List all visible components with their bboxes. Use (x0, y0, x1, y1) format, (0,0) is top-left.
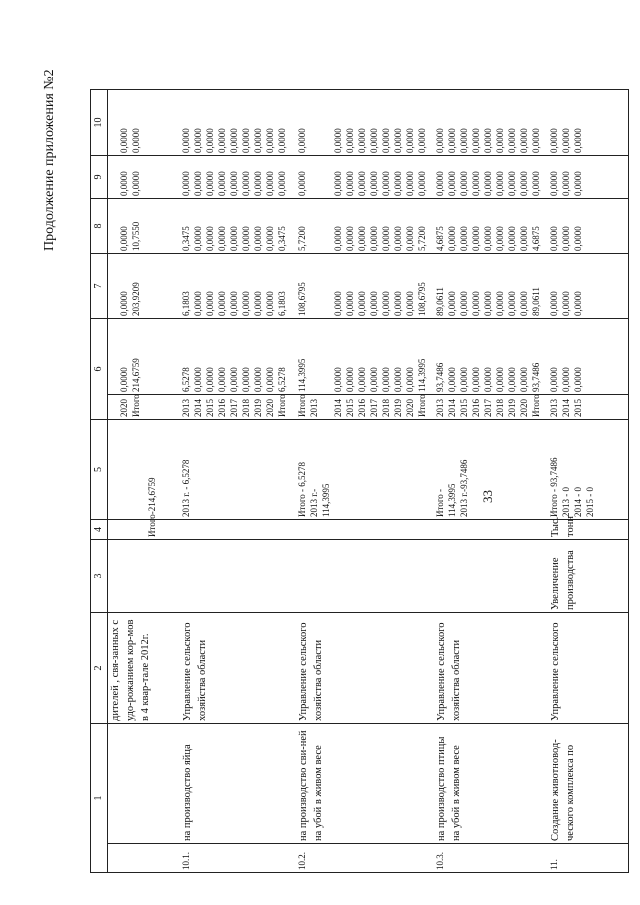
section-federal-value: 0,0000 (405, 291, 415, 316)
column-number-row (91, 90, 108, 873)
section-local-value: 0,0000 (447, 171, 457, 196)
continued-federal-value: 0,0000 (119, 291, 129, 316)
section-other-value: 0,0000 (393, 128, 403, 153)
section-federal-value: 0,0000 (193, 291, 203, 316)
section-year-value: Итого (297, 394, 307, 417)
section-measure-name: на производство птицы на убой в живом весе (436, 736, 462, 841)
section-federal-value: 0,0000 (217, 291, 227, 316)
executor-column (108, 613, 628, 723)
continued-other-value: 0,0000 (119, 128, 129, 153)
section-other-value: 0,0000 (495, 128, 505, 153)
section-year-value: 2013 (435, 399, 445, 417)
section-federal-value (320, 256, 332, 316)
section-other-value: 0,0000 (573, 128, 583, 153)
continued-other-value: 0,0000 (131, 128, 141, 153)
section-total-funding (180, 321, 288, 392)
section-other-value: 0,0000 (277, 128, 287, 153)
section-regional-value: 0,0000 (561, 226, 571, 251)
section-total-funding-value: 0,0000 (471, 367, 481, 392)
section-federal-value: 0,0000 (495, 291, 505, 316)
section-year (434, 394, 542, 417)
section-year (180, 394, 288, 417)
section-federal-value: 0,0000 (507, 291, 517, 316)
section-federal-value: 0,0000 (549, 291, 559, 316)
budget-table (90, 89, 629, 873)
col-number-6: 6 (91, 319, 108, 420)
section-total-funding-value: 6,5278 (277, 367, 287, 392)
section-federal-value: 0,0000 (471, 291, 481, 316)
section-total-funding-value: 0,0000 (333, 367, 343, 392)
section-regional (434, 201, 542, 251)
section-year-value: 2017 (483, 399, 493, 417)
year-column (108, 395, 628, 419)
section-federal-value: 0,0000 (357, 291, 367, 316)
section-year-value: 2019 (253, 399, 263, 417)
section-year-value: 2013 (181, 399, 191, 417)
section-year-value: 2018 (241, 399, 251, 417)
section-year-value: 2016 (357, 399, 367, 417)
section-indicator-value: Итого - 93,7486 (549, 457, 559, 517)
section-regional-value: 0,0000 (519, 226, 529, 251)
section-regional-value: 0,0000 (381, 226, 391, 251)
section-federal-value: 108,6795 (417, 282, 427, 316)
section-local-value: 0,0000 (333, 171, 343, 196)
section-local-value: 0,0000 (417, 171, 427, 196)
section-total-funding-value: 114,3995 (417, 358, 427, 392)
section-total-funding-value: 0,0000 (265, 367, 275, 392)
section-total-funding-value (320, 321, 332, 392)
section-federal-value: 0,0000 (393, 291, 403, 316)
section-other-value: 0,0000 (435, 128, 445, 153)
continued-regional (118, 201, 142, 251)
section-year-value: Итого (277, 394, 287, 417)
section-regional-value: 4,6875 (435, 226, 445, 251)
col-number-2: 2 (91, 613, 108, 724)
continued-federal-value: 203,9209 (131, 282, 141, 316)
section-year-value: 2014 (333, 399, 343, 417)
section-other-value (320, 92, 332, 153)
section-local-value: 0,0000 (265, 171, 275, 196)
section-number: 10.1. (181, 852, 191, 870)
section-federal-value: 6,1803 (181, 291, 191, 316)
section-indicator-value: Итого - (435, 488, 445, 517)
section-local (180, 158, 288, 196)
section-year (296, 394, 428, 417)
section-other-value: 0,0000 (205, 128, 215, 153)
section-federal-value: 108,6795 (297, 282, 307, 316)
section-year-value: 2020 (265, 399, 275, 417)
section-local-value (308, 158, 320, 196)
section-federal (180, 256, 288, 316)
section-regional-value: 0,0000 (205, 226, 215, 251)
col-number-3: 3 (91, 540, 108, 613)
section-total-funding-value: 0,0000 (459, 367, 469, 392)
section-other-value (308, 92, 320, 153)
section-total-funding-value: 0,0000 (405, 367, 415, 392)
section-other-value: 0,0000 (181, 128, 191, 153)
expected-result-column (108, 540, 628, 612)
section-regional-value: 0,0000 (241, 226, 251, 251)
section-number: 11. (549, 859, 559, 870)
measure-name-column (108, 724, 628, 843)
section-other-value: 0,0000 (297, 128, 307, 153)
section-total-funding-value: 0,0000 (393, 367, 403, 392)
section-local-value: 0,0000 (495, 171, 505, 196)
section-measure-name: на производство сви-ней на убой в живом весе (298, 730, 324, 841)
section-total-funding-value: 0,0000 (193, 367, 203, 392)
section-federal-value: 0,0000 (459, 291, 469, 316)
section-year-value: 2017 (229, 399, 239, 417)
section-federal (434, 256, 542, 316)
section-indicator-value: 2013 г.- (309, 488, 319, 517)
section-indicator-value: 2013 г. - 6,5278 (181, 459, 191, 517)
section-federal-value: 0,0000 (573, 291, 583, 316)
section-total-funding-value: 0,0000 (495, 367, 505, 392)
section-indicator (434, 422, 470, 517)
section-year-value: 2016 (471, 399, 481, 417)
local-budget-column (108, 156, 628, 198)
section-indicator (296, 422, 332, 517)
section-local-value: 0,0000 (229, 171, 239, 196)
section-local-value: 0,0000 (459, 171, 469, 196)
section-local (434, 158, 542, 196)
continued-executor-text: дителей , свя-занных с удо-рожанием кор-мов в 4 квар-тале 2012г. (110, 619, 151, 721)
section-regional-value: 0,0000 (447, 226, 457, 251)
section-regional-value: 0,0000 (229, 226, 239, 251)
section-regional-value: 0,0000 (495, 226, 505, 251)
section-indicator-value: 114,3995 (321, 483, 331, 517)
section-federal-value: 0,0000 (483, 291, 493, 316)
section-year-value: 2018 (495, 399, 505, 417)
section-other-value: 0,0000 (369, 128, 379, 153)
section-local-value: 0,0000 (241, 171, 251, 196)
section-executor: Управление сельского (550, 622, 561, 721)
section-local-value (320, 158, 332, 196)
section-total-funding-value: 0,0000 (369, 367, 379, 392)
section-federal-value: 0,0000 (229, 291, 239, 316)
section-other-value: 0,0000 (229, 128, 239, 153)
section-year-value: 2015 (459, 399, 469, 417)
section-federal-value: 0,0000 (345, 291, 355, 316)
page-number: 33 (480, 490, 495, 503)
col-number-1: 1 (91, 724, 108, 873)
section-executor: Управление сельского хозяйства области (298, 622, 324, 721)
row-number-column (108, 844, 628, 872)
section-total-funding-value: 0,0000 (483, 367, 493, 392)
section-total-funding-value: 0,0000 (561, 367, 571, 392)
section-regional-value: 0,3475 (277, 226, 287, 251)
section-other-value: 0,0000 (357, 128, 367, 153)
section-other-value: 0,0000 (483, 128, 493, 153)
section-other (296, 92, 428, 153)
section-year-value: 2019 (393, 399, 403, 417)
section-year-value: 2019 (507, 399, 517, 417)
section-total-funding (548, 321, 584, 392)
continued-total-funding (118, 321, 142, 392)
indicator-column (108, 420, 628, 519)
section-total-funding-value: 0,0000 (357, 367, 367, 392)
section-year-value: 2014 (447, 399, 457, 417)
section-other-value: 0,0000 (471, 128, 481, 153)
section-indicator-value: 2013 г.-93,7486 (459, 459, 469, 517)
section-other-value: 0,0000 (241, 128, 251, 153)
section-year-value: 2013 (549, 399, 559, 417)
section-other-value: 0,0000 (549, 128, 559, 153)
section-year-value: 2020 (405, 399, 415, 417)
continued-total-value: Итого-214,6759 (147, 477, 157, 537)
section-regional-value: 0,0000 (573, 226, 583, 251)
continued-local-value: 0,0000 (131, 171, 141, 196)
section-total-funding-value: 0,0000 (507, 367, 517, 392)
section-total-funding-value: 0,0000 (253, 367, 263, 392)
section-other-value: 0,0000 (345, 128, 355, 153)
continued-regional-value: 0,0000 (119, 226, 129, 251)
section-total-funding-value: 0,0000 (229, 367, 239, 392)
section-other-value: 0,0000 (507, 128, 517, 153)
col-number-9: 9 (91, 156, 108, 199)
section-indicator-value: 114,3995 (447, 483, 457, 517)
section-local-value: 0,0000 (345, 171, 355, 196)
section-federal-value: 89,0611 (531, 287, 541, 316)
section-regional-value: 0,0000 (405, 226, 415, 251)
section-regional-value: 0,0000 (507, 226, 517, 251)
section-regional-value: 0,0000 (393, 226, 403, 251)
section-local-value: 0,0000 (369, 171, 379, 196)
section-year-value: 2015 (573, 399, 583, 417)
section-local (548, 158, 584, 196)
section-regional-value: 5,7200 (297, 226, 307, 251)
section-regional-value: 0,0000 (193, 226, 203, 251)
section-year-value: 2018 (381, 399, 391, 417)
section-other-value: 0,0000 (265, 128, 275, 153)
section-executor: Управление сельского хозяйства области (182, 622, 208, 721)
section-other-value: 0,0000 (561, 128, 571, 153)
section-regional-value: 4,6875 (531, 226, 541, 251)
section-year-value: Итого (417, 394, 427, 417)
section-regional-value: 0,0000 (265, 226, 275, 251)
section-year-value: Итого (531, 394, 541, 417)
section-total-funding-value: 0,0000 (381, 367, 391, 392)
section-federal-value: 0,0000 (265, 291, 275, 316)
section-other (548, 92, 584, 153)
section-regional-value: 5,7200 (417, 226, 427, 251)
section-year (548, 397, 584, 417)
section-total-funding-value: 0,0000 (519, 367, 529, 392)
section-regional-value: 0,0000 (357, 226, 367, 251)
section-local-value: 0,0000 (435, 171, 445, 196)
continued-federal (118, 256, 142, 316)
section-local-value: 0,0000 (277, 171, 287, 196)
continued-year-value: 2020 (119, 399, 129, 417)
col-number-4: 4 (91, 520, 108, 540)
continued-local-value: 0,0000 (119, 171, 129, 196)
regional-budget-column (108, 199, 628, 253)
section-regional-value: 0,0000 (369, 226, 379, 251)
section-local-value: 0,0000 (561, 171, 571, 196)
section-local-value: 0,0000 (193, 171, 203, 196)
other-sources-column (108, 90, 628, 155)
section-local-value: 0,0000 (393, 171, 403, 196)
section-regional-value: 0,0000 (549, 226, 559, 251)
continued-local (118, 158, 142, 196)
section-year-value: 2016 (217, 399, 227, 417)
section-federal-value: 0,0000 (369, 291, 379, 316)
section-local-value: 0,0000 (297, 171, 307, 196)
section-total-funding-value: 0,0000 (573, 367, 583, 392)
section-other-value: 0,0000 (459, 128, 469, 153)
section-year-value: 2014 (561, 399, 571, 417)
section-total-funding-value: 0,0000 (241, 367, 251, 392)
section-local-value: 0,0000 (357, 171, 367, 196)
section-local-value: 0,0000 (519, 171, 529, 196)
section-local-value: 0,0000 (483, 171, 493, 196)
table-body-row (108, 90, 629, 873)
section-total-funding-value: 0,0000 (549, 367, 559, 392)
section-local-value: 0,0000 (205, 171, 215, 196)
section-indicator (180, 422, 192, 517)
section-federal-value: 0,0000 (519, 291, 529, 316)
section-local-value: 0,0000 (253, 171, 263, 196)
section-year-value: 2015 (345, 399, 355, 417)
section-other-value: 0,0000 (519, 128, 529, 153)
section-federal-value: 0,0000 (333, 291, 343, 316)
appendix-title: Продолжение приложения №2 (42, 69, 57, 251)
section-total-funding-value: 0,0000 (447, 367, 457, 392)
section-regional-value: 0,0000 (471, 226, 481, 251)
section-federal-value (308, 256, 320, 316)
section-year-value: 2020 (519, 399, 529, 417)
section-indicator-value: 2013 - 0 (561, 487, 571, 517)
section-year-value (320, 397, 332, 417)
section-measure-name: на производство яйца (182, 744, 193, 841)
section-indicator-value: Итого - 6,5278 (297, 461, 307, 517)
section-federal (296, 256, 428, 316)
section-executor: Управление сельского хозяйства области (436, 622, 462, 721)
section-federal-value: 0,0000 (205, 291, 215, 316)
section-year-value: 2015 (205, 399, 215, 417)
section-regional-value: 0,0000 (333, 226, 343, 251)
section-other-value: 0,0000 (193, 128, 203, 153)
section-total-funding-value: 0,0000 (205, 367, 215, 392)
section-total-funding-value (308, 321, 320, 392)
section-year-value: 2017 (369, 399, 379, 417)
section-local-value: 0,0000 (573, 171, 583, 196)
section-federal-value: 0,0000 (253, 291, 263, 316)
section-total-funding-value: 93,7486 (435, 362, 445, 392)
section-year-value: 2014 (193, 399, 203, 417)
section-regional-value: 0,3475 (181, 226, 191, 251)
continued-year (118, 394, 142, 417)
section-local (296, 158, 428, 196)
section-regional-value (308, 201, 320, 251)
section-federal-value: 6,1803 (277, 291, 287, 316)
section-local-value: 0,0000 (507, 171, 517, 196)
section-total-funding-value: 0,0000 (217, 367, 227, 392)
section-federal (548, 256, 584, 316)
section-regional (296, 201, 428, 251)
section-other-value: 0,0000 (417, 128, 427, 153)
section-year-value: 2013 (309, 399, 319, 417)
section-total-funding (296, 321, 428, 392)
section-number: 10.3. (435, 852, 445, 870)
section-total-funding (434, 321, 542, 392)
section-regional (180, 201, 288, 251)
section-other (434, 92, 542, 153)
continued-total-funding-value: 214,6759 (131, 358, 141, 392)
section-other-value: 0,0000 (333, 128, 343, 153)
section-total-funding-value: 0,0000 (345, 367, 355, 392)
section-local-value: 0,0000 (217, 171, 227, 196)
col-number-8: 8 (91, 199, 108, 254)
section-regional-value: 0,0000 (217, 226, 227, 251)
federal-budget-column (108, 254, 628, 318)
section-regional (548, 201, 584, 251)
section-regional-value: 0,0000 (253, 226, 263, 251)
section-local-value: 0,0000 (381, 171, 391, 196)
section-other-value: 0,0000 (531, 128, 541, 153)
continued-total-funding-value: 0,0000 (119, 367, 129, 392)
section-local-value: 0,0000 (549, 171, 559, 196)
section-indicator-value: 2015 - 0 (585, 487, 595, 517)
section-regional-value: 0,0000 (483, 226, 493, 251)
section-regional-value: 0,0000 (459, 226, 469, 251)
section-other-value: 0,0000 (381, 128, 391, 153)
section-federal-value: 89,0611 (435, 287, 445, 316)
section-federal-value: 0,0000 (241, 291, 251, 316)
section-federal-value: 0,0000 (381, 291, 391, 316)
section-regional-value (320, 201, 332, 251)
section-regional-value: 0,0000 (345, 226, 355, 251)
continued-year-value: Итого (131, 394, 141, 417)
col-number-5: 5 (91, 420, 108, 520)
section-number: 10.2. (297, 852, 307, 870)
section-expected-result: Увеличение производства (550, 550, 576, 610)
section-local-value: 0,0000 (181, 171, 191, 196)
section-total-funding-value: 6,5278 (181, 367, 191, 392)
section-federal-value: 0,0000 (561, 291, 571, 316)
section-federal-value: 0,0000 (447, 291, 457, 316)
section-indicator-value: 2014 - 0 (573, 487, 583, 517)
section-total-funding-value: 93,7486 (531, 362, 541, 392)
section-other (180, 92, 288, 153)
total-funding-column (108, 319, 628, 394)
section-indicator (548, 422, 596, 517)
continued-other (118, 92, 142, 153)
section-total-funding-value: 114,3995 (297, 358, 307, 392)
section-local-value: 0,0000 (531, 171, 541, 196)
section-other-value: 0,0000 (217, 128, 227, 153)
col-number-10: 10 (91, 90, 108, 156)
continued-total (146, 477, 158, 537)
section-local-value: 0,0000 (405, 171, 415, 196)
continued-regional-value: 10,7550 (131, 221, 141, 251)
section-unit: Тыс. тонн (550, 516, 576, 537)
section-measure-name: Создание животновод-ческого комплекса по (550, 739, 576, 841)
section-other-value: 0,0000 (447, 128, 457, 153)
section-other-value: 0,0000 (405, 128, 415, 153)
col-number-7: 7 (91, 254, 108, 319)
section-other-value: 0,0000 (253, 128, 263, 153)
section-local-value: 0,0000 (471, 171, 481, 196)
